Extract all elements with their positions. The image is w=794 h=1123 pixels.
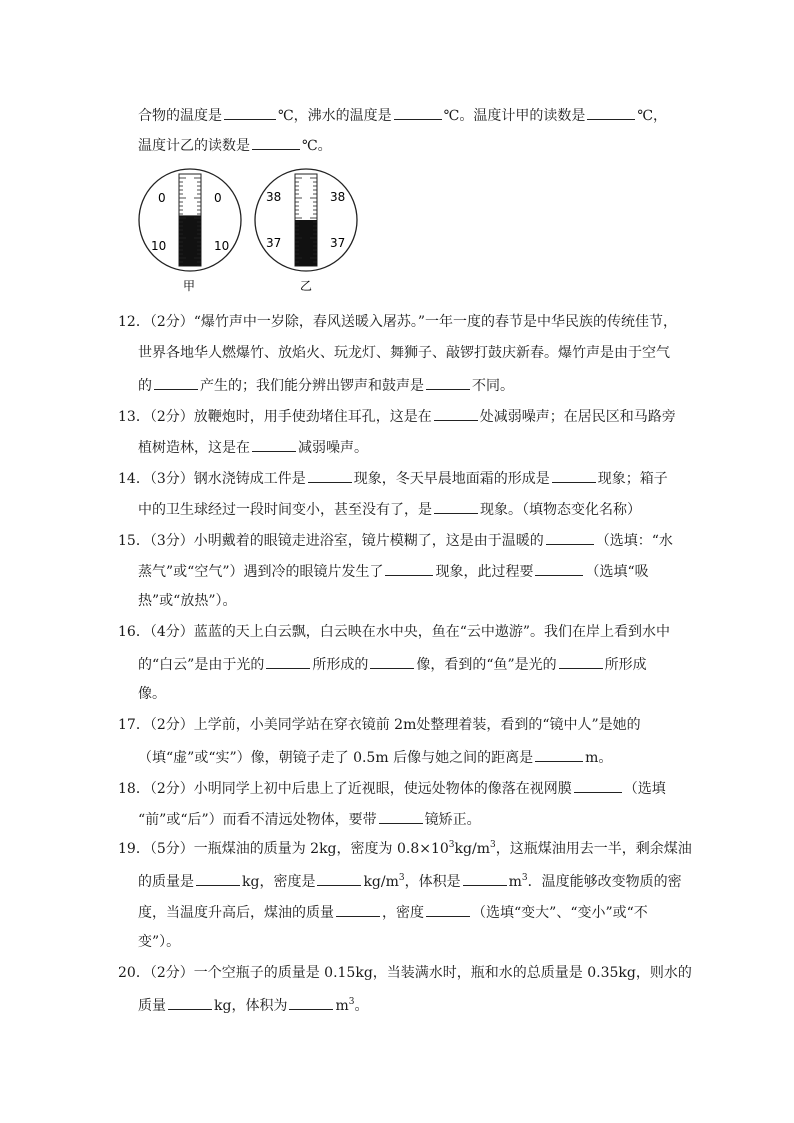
q20-line-1: 20．（2分）一个空瓶子的质量是 0.15kg，当装满水时，瓶和水的总质量是 0.35kg，则水的 (118, 965, 692, 981)
tick-label-37-left: 37 (266, 236, 282, 250)
q11-text: ℃。 (302, 138, 332, 154)
thermometer-label-yi: 乙 (300, 279, 313, 293)
thermometer-jia (139, 169, 241, 293)
answer-blank[interactable] (317, 870, 361, 886)
answer-blank[interactable] (154, 374, 198, 390)
q13-line-1: 13．（2分）放鞭炮时，用手使劲堵住耳孔，这是在 处减弱噪声；在居民区和马路旁 (118, 405, 676, 427)
tick-label-38-left: 38 (266, 190, 282, 204)
answer-blank[interactable] (379, 808, 423, 824)
q19-line-4: 变”）。 (138, 934, 181, 950)
mercury-column (295, 220, 317, 266)
tick-label-10-right: 10 (214, 239, 230, 253)
answer-blank[interactable] (535, 746, 583, 762)
q16-line-2: 的“白云”是由于光的 所形成的 像，看到的“鱼”是光的 所形成 (138, 653, 647, 675)
answer-blank[interactable] (224, 104, 276, 120)
answer-blank[interactable] (196, 870, 240, 886)
thermometer-yi (255, 169, 357, 293)
answer-blank[interactable] (289, 994, 333, 1010)
q11-text: 合物的温度是 (138, 108, 222, 124)
q12-line-1: 12．（2分）“爆竹声中一岁除，春风送暖入屠苏。”一年一度的春节是中华民族的传统佳节， (118, 314, 678, 330)
q11-text: ℃。温度计甲的读数是 (443, 108, 586, 124)
answer-blank[interactable] (574, 777, 622, 793)
q15-line-1: 15．（3分）小明戴着的眼镜走进浴室，镜片模糊了，这是由于温暖的 （选填：“水 (118, 529, 673, 551)
answer-blank[interactable] (370, 653, 414, 669)
answer-blank[interactable] (266, 653, 310, 669)
answer-blank[interactable] (168, 994, 212, 1010)
answer-blank[interactable] (336, 901, 380, 917)
answer-blank[interactable] (546, 529, 594, 545)
q12-line-3: 的 产生的；我们能分辨出锣声和鼓声是 不同。 (138, 374, 514, 396)
q19-line-2: 的质量是 kg，密度是 $kg/m^3$，体积是 $m^3$．温度能够改变物质的密 (138, 870, 682, 892)
q18-line-1: 18．（2分）小明同学上初中后患上了近视眼，使远处物体的像落在视网膜 （选填 (118, 777, 666, 799)
answer-blank[interactable] (535, 560, 583, 576)
q11-text: ℃， (637, 108, 668, 124)
q14-line-2: 中的卫生球经过一段时间变小，甚至没有了，是 现象。（填物态变化名称） (138, 498, 641, 520)
q17-line-2: （填“虚”或“实”）像，朝镜子走了 0.5m 后像与她之间的距离是 m。 (138, 746, 612, 768)
tick-label-10-left: 10 (151, 239, 167, 253)
thermometer-figure (138, 168, 368, 298)
answer-blank[interactable] (559, 653, 603, 669)
tick-label-37-right: 37 (330, 236, 346, 250)
answer-blank[interactable] (252, 134, 300, 150)
tick-label-0: 0 (158, 191, 166, 205)
q19-line-3: 度，当温度升高后，煤油的质量 ，密度 （选填“变大”、“变小”或“不 (138, 901, 648, 923)
tick-label-38-right: 38 (330, 190, 346, 204)
q18-line-2: “前”或“后”）而看不清远处物体，要带 镜矫正。 (138, 808, 481, 830)
q17-line-1: 17．（2分）上学前，小美同学站在穿衣镜前 2m处整理着装，看到的“镜中人”是她的 (118, 717, 641, 733)
mercury-column (179, 215, 201, 266)
q15-line-3: 热”或“放热”）。 (138, 593, 237, 609)
tick-label-0-right: 0 (214, 191, 222, 205)
q19-line-1: 19．（5分）一瓶煤油的质量为 2kg，密度为 $0.8\times 10^3kg/m^3$，这瓶煤油用去一半，剩余煤油 (118, 840, 692, 857)
answer-blank[interactable] (587, 104, 635, 120)
q13-line-2: 植树造林，这是在 减弱噪声。 (138, 436, 368, 458)
answer-blank[interactable] (394, 104, 442, 120)
q12-line-2: 世界各地华人燃爆竹、放焰火、玩龙灯、舞狮子、敲锣打鼓庆新春。爆竹声是由于空气 (138, 345, 670, 361)
answer-blank[interactable] (385, 560, 433, 576)
q11-line-2 (138, 134, 332, 156)
q15-line-2: 蒸气”或“空气”）遇到冷的眼镜片发生了 现象，此过程要 （选填“吸 (138, 560, 649, 582)
q14-line-1: 14．（3分）钢水浇铸成工件是 现象，冬天早晨地面霜的形成是 现象；箱子 (118, 467, 668, 489)
answer-blank[interactable] (434, 405, 478, 421)
q11-text: 温度计乙的读数是 (138, 138, 250, 154)
q20-line-2: 质量 kg，体积为 $m^3$。 (138, 994, 368, 1016)
answer-blank[interactable] (463, 870, 507, 886)
answer-blank[interactable] (252, 436, 296, 452)
thermometer-label-jia: 甲 (183, 279, 196, 293)
answer-blank[interactable] (426, 901, 470, 917)
q11-text: ℃，沸水的温度是 (278, 108, 392, 124)
q16-line-3: 像。 (138, 686, 166, 702)
answer-blank[interactable] (434, 498, 478, 514)
thermometer-svg (138, 168, 368, 298)
answer-blank[interactable] (426, 374, 470, 390)
answer-blank[interactable] (308, 467, 352, 483)
answer-blank[interactable] (552, 467, 596, 483)
q11-line-1 (138, 104, 667, 126)
q16-line-1: 16．（4分）蓝蓝的天上白云飘，白云映在水中央，鱼在“云中遨游”。我们在岸上看到水中 (118, 624, 671, 640)
